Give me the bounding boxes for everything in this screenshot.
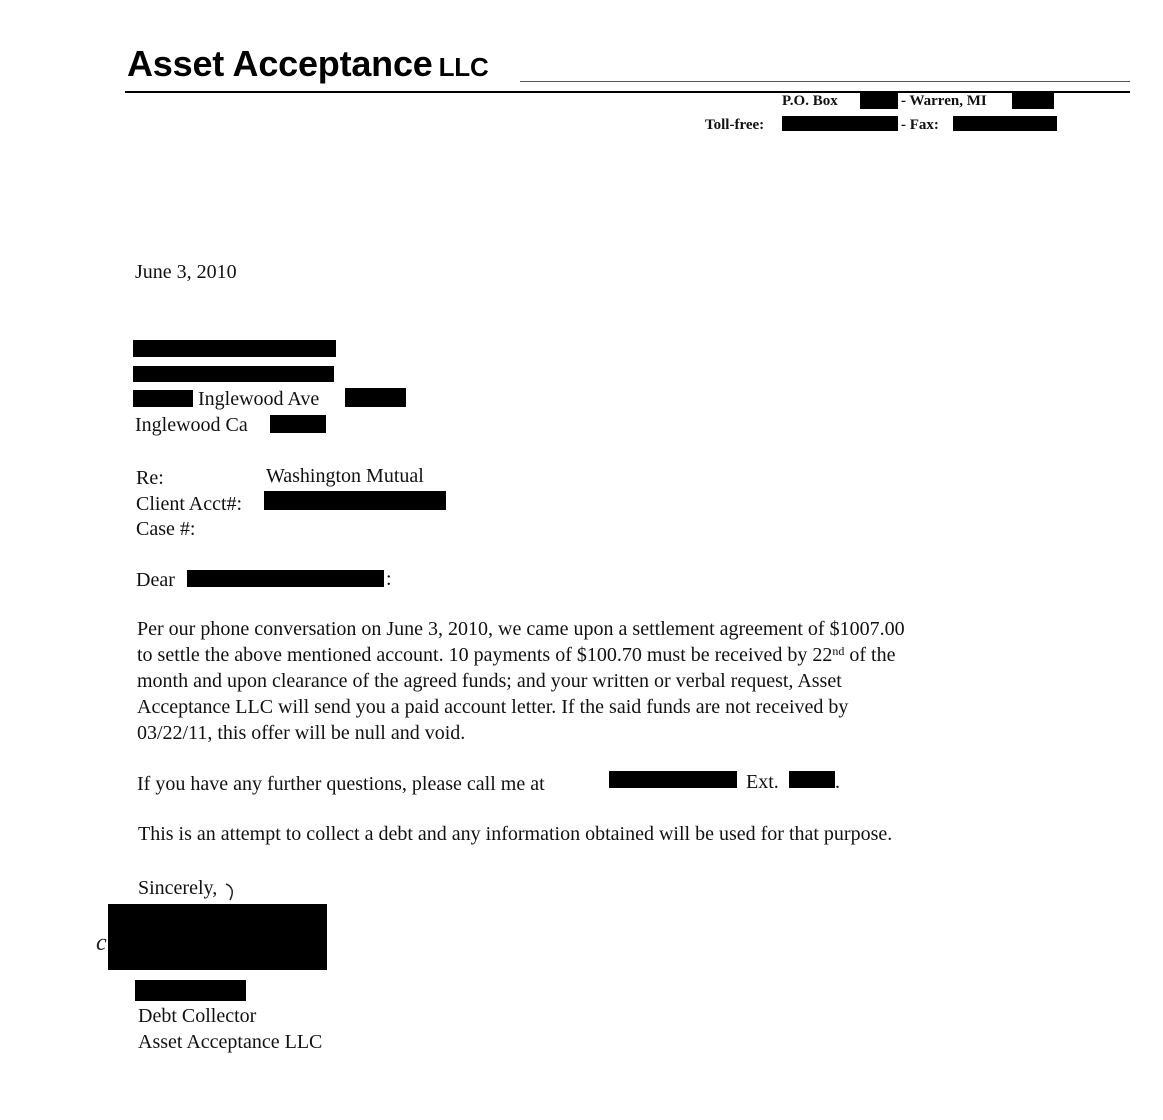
redacted-addressee xyxy=(187,570,384,587)
paragraph-line: 03/22/11, this offer will be null and void. xyxy=(137,722,466,744)
company-name: Asset Acceptance xyxy=(127,43,433,84)
paragraph-line: month and upon clearance of the agreed funds; and your written or verbal request, Asset xyxy=(137,670,842,692)
redacted-zip xyxy=(1012,93,1054,109)
redacted-phone xyxy=(609,771,737,788)
company-logo xyxy=(127,43,489,84)
re-value: Washington Mutual xyxy=(266,465,424,487)
redacted-extension xyxy=(789,771,835,788)
salutation-colon: : xyxy=(386,568,392,590)
po-box-label: P.O. Box xyxy=(782,93,838,109)
letterhead-rule-upper xyxy=(520,81,1130,82)
address-city: Inglewood Ca xyxy=(135,414,248,436)
redacted-street-number xyxy=(133,390,193,407)
paragraph-line-part: to settle the above mentioned account. 10 payments of $100.70 must be received by 22 xyxy=(137,644,833,666)
letter-date: June 3, 2010 xyxy=(135,261,237,283)
paragraph-line: Per our phone conversation on June 3, 2010, we came upon a settlement agreement of $1007.00 xyxy=(137,618,905,640)
signer-company: Asset Acceptance LLC xyxy=(138,1031,323,1053)
redacted-unit xyxy=(345,388,406,407)
fax-label: - Fax: xyxy=(901,117,939,133)
paragraph-line xyxy=(137,642,905,668)
redacted-fax xyxy=(953,116,1057,131)
city-state: - Warren, MI xyxy=(901,93,987,109)
signer-title: Debt Collector xyxy=(138,1005,257,1027)
redacted-po-box xyxy=(860,93,898,109)
paragraph-line: Acceptance LLC will send you a paid account letter. If the said funds are not received by xyxy=(137,696,849,718)
re-label: Re: xyxy=(136,467,164,489)
settlement-paragraph xyxy=(137,616,905,746)
ordinal-suffix: nd xyxy=(832,644,845,658)
contact-sentence: If you have any further questions, please call me at xyxy=(137,773,545,795)
redacted-signature xyxy=(108,904,327,970)
signature-stroke xyxy=(222,878,246,904)
toll-free-label: Toll-free: xyxy=(705,117,765,133)
redacted-signer-name xyxy=(135,980,246,1001)
company-suffix: LLC xyxy=(438,52,489,82)
redacted-toll-free xyxy=(782,116,898,131)
contact-sentence-end: . xyxy=(835,771,840,793)
salutation: Dear xyxy=(136,569,175,591)
redacted-client-acct xyxy=(264,491,446,510)
closing: Sincerely, xyxy=(138,877,218,899)
paragraph-line-part: of the xyxy=(844,644,896,666)
redacted-recipient-zip xyxy=(270,415,326,433)
signature-swash: c xyxy=(96,930,107,956)
client-acct-label: Client Acct#: xyxy=(136,493,243,515)
extension-label: Ext. xyxy=(746,771,779,793)
address-street: Inglewood Ave xyxy=(198,388,320,410)
debt-disclaimer: This is an attempt to collect a debt and any information obtained will be used for that purpose. xyxy=(138,823,893,845)
redacted-recipient-name xyxy=(133,340,336,357)
redacted-recipient-line2 xyxy=(133,366,334,382)
case-label: Case #: xyxy=(136,518,196,540)
